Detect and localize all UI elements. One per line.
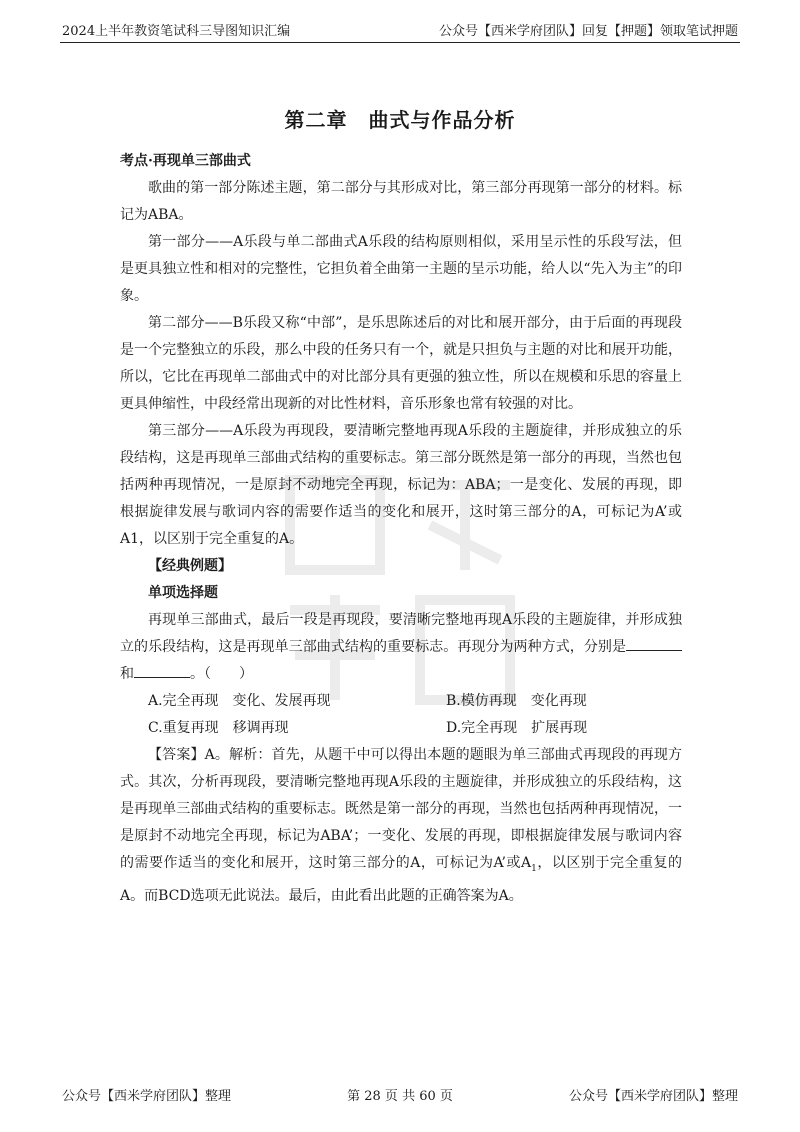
- paragraph-1: 歌曲的第一部分陈述主题，第二部分与其形成对比，第三部分再现第一部分的材料。标记为ABA。: [120, 180, 682, 223]
- answer-text-1: 【答案】A。解析：首先，从题干中可以得出本题的题眼为单三部曲式再现段的再现方式。其次，分析再现段，要清晰完整地再现A乐段的主题旋律，并形成独立的乐段结构，这是再现单三部曲式结构的重要标志。既然是第一部分的再现，当然也包括两种再现情况，一是原封不动地完全再现，标记为ABA’；一变化、发展的再现，即根据旋律发展与歌词内容的需要作适当的变化和展开，这时第三部分的A，可标记为A’或A: [120, 747, 682, 871]
- answer-explanation: [120, 742, 682, 910]
- page-footer: [62, 1085, 738, 1107]
- option-c: C.重复再现 移调再现: [148, 720, 289, 736]
- header-left-text: 2024上半年教资笔试科三导图知识汇编: [62, 24, 291, 39]
- paragraph-3: 第二部分——B乐段又称“中部”，是乐思陈述后的对比和展开部分，由于后面的再现段是一个完整独立的乐段，那么中段的任务只有一个，就是只担负与主题的对比和展开功能，所以，它比在再现单二部曲式中的对比部分具有更强的独立性，所以在规模和乐思的容量上更具伸缩性，中段经常出现新的对比性材料，音乐形象也常有较强的对比。: [120, 315, 682, 412]
- question-type: 单项选择题: [148, 585, 218, 601]
- answer-subscript: 1: [531, 863, 537, 874]
- question-stem-and: 和: [120, 666, 134, 682]
- main-content: [120, 148, 682, 910]
- chapter-title: 第二章 曲式与作品分析: [284, 108, 516, 132]
- question-stem-text: 再现单三部曲式，最后一段是再现段，要清晰完整地再现A乐段的主题旋律，并形成独立的乐段结构，这是再现单三部曲式结构的重要标志。再现分为两种方式，分别是: [120, 612, 682, 655]
- section-title: 考点·再现单三部曲式: [120, 153, 251, 169]
- options-grid: [120, 688, 682, 742]
- option-d: D.完全再现 扩展再现: [446, 720, 588, 736]
- paragraph-4: 第三部分——A乐段为再现段，要清晰完整地再现A乐段的主题旋律，并形成独立的乐段结构，这是再现单三部曲式结构的重要标志。第三部分既然是第一部分的再现，当然也包括两种再现情况，一是原封不动地完全再现，标记为：ABA；一是变化、发展的再现，即根据旋律发展与歌词内容的需要作适当的变化和展开，这时第三部分的A，可标记为A’或A1，以区别于完全重复的A。: [120, 423, 682, 547]
- answer-text-2: ，以区别于完全重复的A。而BCD选项无此说法。最后，由此看出此题的正确答案为A。: [120, 855, 682, 904]
- header-rule: [60, 42, 740, 43]
- header-right-text: 公众号【西米学府团队】回复【押题】领取笔试押题: [438, 24, 738, 39]
- answer-blank-2: [134, 663, 190, 678]
- footer-left-text: 公众号【西米学府团队】整理: [62, 1089, 232, 1104]
- question-stem: [120, 607, 682, 688]
- answer-blank-1: [626, 636, 682, 651]
- example-heading: 【经典例题】: [148, 558, 232, 574]
- paragraph-2: 第一部分——A乐段与单二部曲式A乐段的结构原则相似，采用呈示性的乐段写法，但是更具独立性和相对的完整性，它担负着全曲第一主题的呈示功能，给人以“先入为主”的印象。: [120, 234, 682, 304]
- footer-right-text: 公众号【西米学府团队】整理: [568, 1089, 738, 1104]
- option-b: B.模仿再现 变化再现: [446, 693, 587, 709]
- option-a: A.完全再现 变化、发展再现: [148, 693, 331, 709]
- page-header: [62, 20, 738, 42]
- page-number: 第 28 页 共 60 页: [347, 1089, 453, 1104]
- question-stem-end: 。（ ）: [190, 666, 253, 682]
